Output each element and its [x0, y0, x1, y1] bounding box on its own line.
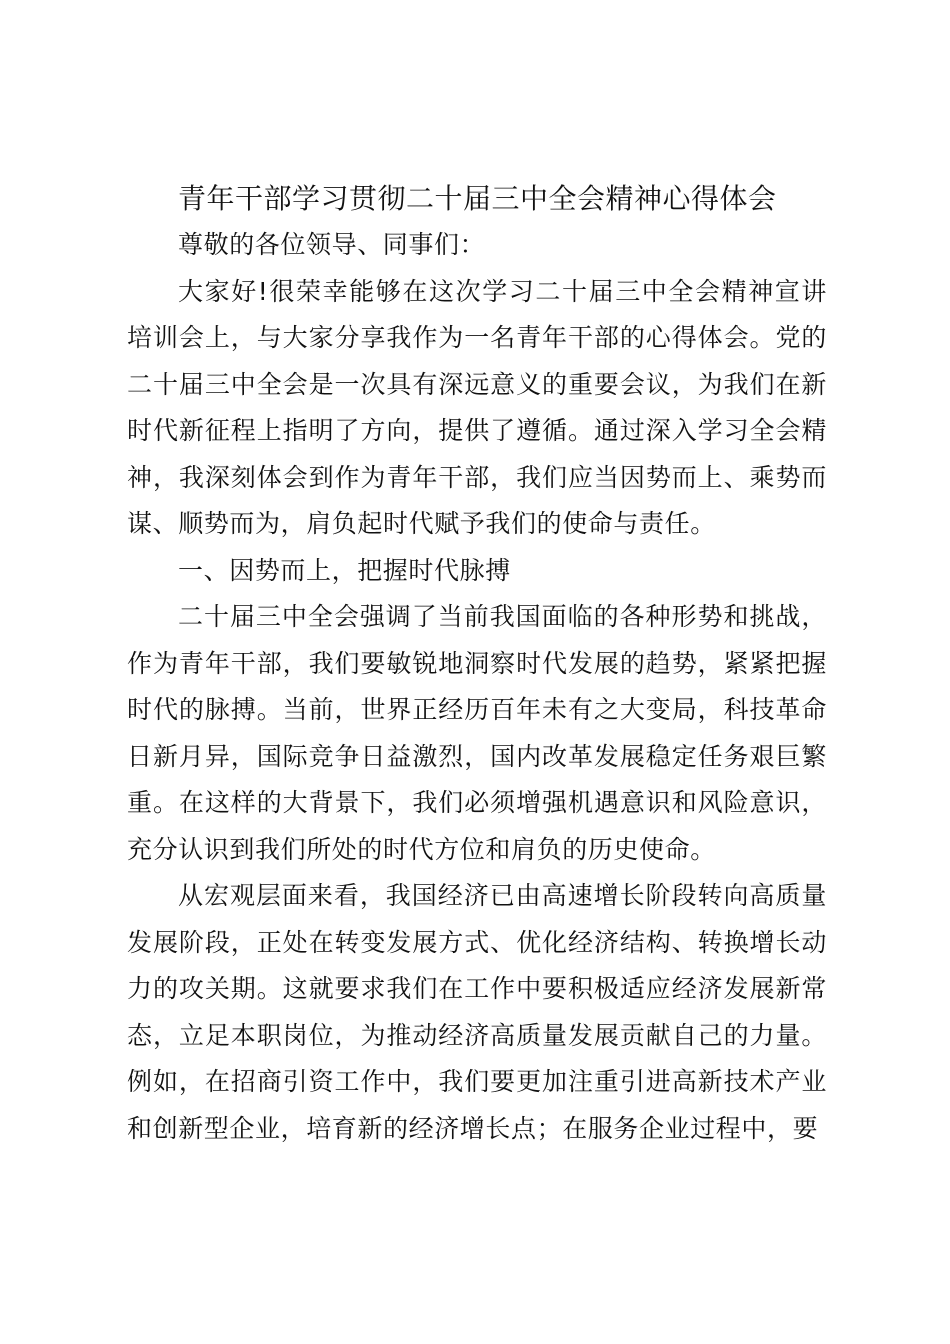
section1-paragraph-2: 从宏观层面来看，我国经济已由高速增长阶段转向高质量发展阶段，正处在转变发展方式、优化经济结构、转换增长动力的攻关期。这就要求我们在工作中要积极适应经济发展新常态，立足本职岗位，为推动经济高质量发展贡献自己的力量。例如，在招商引资工作中，我们要更加注重引进高新技术产业和创新型企业，培育新的经济增长点；在服务企业过程中，要 [127, 881, 827, 1143]
document-title: 青年干部学习贯彻二十届三中全会精神心得体会 [178, 182, 777, 215]
section-heading-1: 一、因势而上，把握时代脉搏 [178, 555, 511, 585]
salutation: 尊敬的各位领导、同事们： [178, 230, 486, 259]
section1-paragraph-1: 二十届三中全会强调了当前我国面临的各种形势和挑战，作为青年干部，我们要敏锐地洞察时代发展的趋势，紧紧把握时代的脉搏。当前，世界正经历百年未有之大变局，科技革命日新月异，国际竞争日益激烈，国内改革发展稳定任务艰巨繁重。在这样的大背景下，我们必须增强机遇意识和风险意识，充分认识到我们所处的时代方位和肩负的历史使命。 [127, 602, 827, 864]
intro-paragraph: 大家好!很荣幸能够在这次学习二十届三中全会精神宣讲培训会上，与大家分享我作为一名青年干部的心得体会。党的二十届三中全会是一次具有深远意义的重要会议，为我们在新时代新征程上指明了方向，提供了遵循。通过深入学习全会精神，我深刻体会到作为青年干部，我们应当因势而上、乘势而谋、顺势而为，肩负起时代赋予我们的使命与责任。 [127, 276, 827, 538]
document-body [127, 176, 827, 1152]
